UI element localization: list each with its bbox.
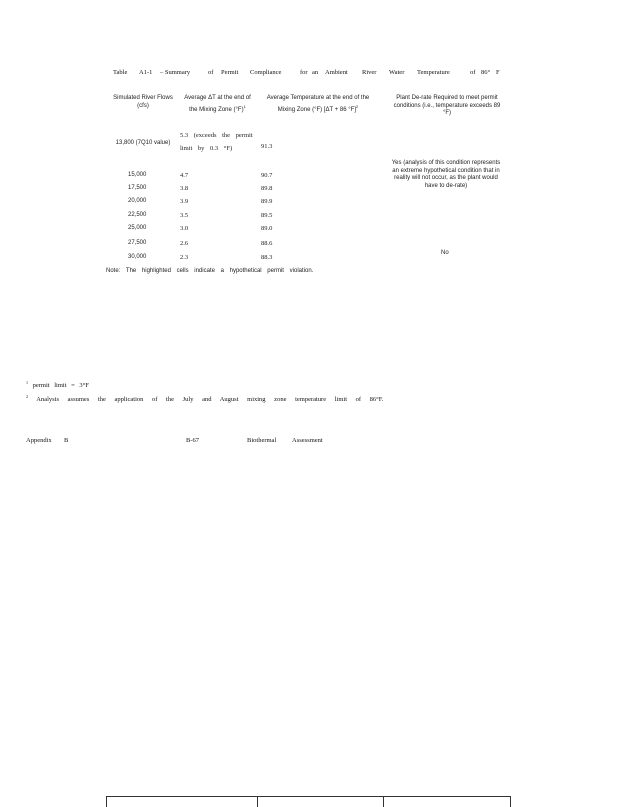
row-temp: 89.8 <box>261 185 273 192</box>
row-temp: 90.7 <box>261 172 273 179</box>
title-table-id: A1-1 <box>139 69 153 76</box>
row-dt: 3.5 <box>180 212 189 219</box>
header-average-temperature-sup: 2 <box>355 103 359 109</box>
title-word: River <box>362 69 377 76</box>
title-word: F <box>496 69 500 76</box>
row-flow: 15,000 <box>128 172 147 178</box>
row-temp: 89.0 <box>261 225 273 232</box>
derate-yes: Yes (analysis of this condition represents an extreme hypothetical condition that in reality will not occur, as the plant would have to de-rate) <box>391 160 501 189</box>
footer-page-number: B-67 <box>186 437 199 444</box>
title-dash: – Summary <box>160 69 191 76</box>
row-temp: 89.9 <box>261 198 273 205</box>
title-word: Water <box>389 69 405 76</box>
row-flow: 22,500 <box>128 212 147 218</box>
table-divider <box>383 797 384 807</box>
row-dt: 3.0 <box>180 225 189 232</box>
title-table-word: Table <box>113 69 128 76</box>
row-temp: 88.3 <box>261 254 273 261</box>
row-dt: 2.3 <box>180 254 189 261</box>
derate-no: No <box>441 250 449 256</box>
table-divider <box>257 797 258 807</box>
row-dt: 4.7 <box>180 172 189 179</box>
footnote-text: Analysis assumes the application of the July and August mixing zone temperature limit of 86°F. <box>36 396 384 404</box>
footnote-marker: 1 <box>26 380 28 385</box>
next-table-top-border <box>106 796 511 807</box>
row-temp: 89.5 <box>261 212 273 219</box>
footnote-marker: 2 <box>26 394 28 399</box>
row-dt: 3.9 <box>180 198 189 205</box>
header-river-flows: Simulated River Flows (cfs) <box>113 95 173 109</box>
title-word: Compliance <box>250 69 282 76</box>
table-divider <box>510 797 511 807</box>
header-average-dt-text: Average ΔT at the end of the Mixing Zone (°F) <box>184 95 251 113</box>
title-word: Permit <box>221 69 239 76</box>
footer-section: Biothermal <box>247 437 277 444</box>
title-word: an <box>312 69 319 76</box>
row-dt: 2.6 <box>180 240 189 247</box>
title-word: of <box>470 69 476 76</box>
row-flow: 17,500 <box>128 185 147 191</box>
row-flow: 20,000 <box>128 198 147 204</box>
row-flow: 25,000 <box>128 225 147 231</box>
row-flow: 27,500 <box>128 240 147 246</box>
row-temp: 88.6 <box>261 240 273 247</box>
footer-appendix: Appendix <box>26 437 52 444</box>
table-note: Note: The highlighted cells indicate a hypothetical permit violation. <box>106 268 314 274</box>
footnote <box>26 394 384 403</box>
footer-appendix-letter: B <box>64 437 69 444</box>
row-dt: 3.8 <box>180 185 189 192</box>
row-flow: 30,000 <box>128 254 147 260</box>
header-average-temperature <box>258 95 378 114</box>
title-word: of <box>208 69 214 76</box>
footer-section-2: Assessment <box>292 437 323 444</box>
header-average-dt <box>180 95 255 114</box>
footnote <box>26 380 89 389</box>
header-plant-derate: Plant De-rate Required to meet permit conditions (i.e., temperature exceeds 89 °F) <box>393 95 501 116</box>
row-flow: 13,800 (7Q10 value) <box>115 140 171 146</box>
title-word: Ambient <box>325 69 348 76</box>
row-dt-exceeds: 5.3 (exceeds the permit limit by 0.3 °F) <box>180 132 253 152</box>
header-average-dt-sup: 1 <box>243 103 246 109</box>
title-word: 86° <box>481 69 491 76</box>
row-temp: 91.3 <box>261 143 273 150</box>
header-average-temperature-text: Average Temperature at the end of the Mixing Zone (°F) [ΔT + 86 °F] <box>266 95 370 113</box>
title-word: for <box>300 69 308 76</box>
table-divider <box>106 797 107 807</box>
footnote-text: permit limit = 3°F <box>32 382 89 390</box>
title-word: Temperature <box>417 69 450 76</box>
